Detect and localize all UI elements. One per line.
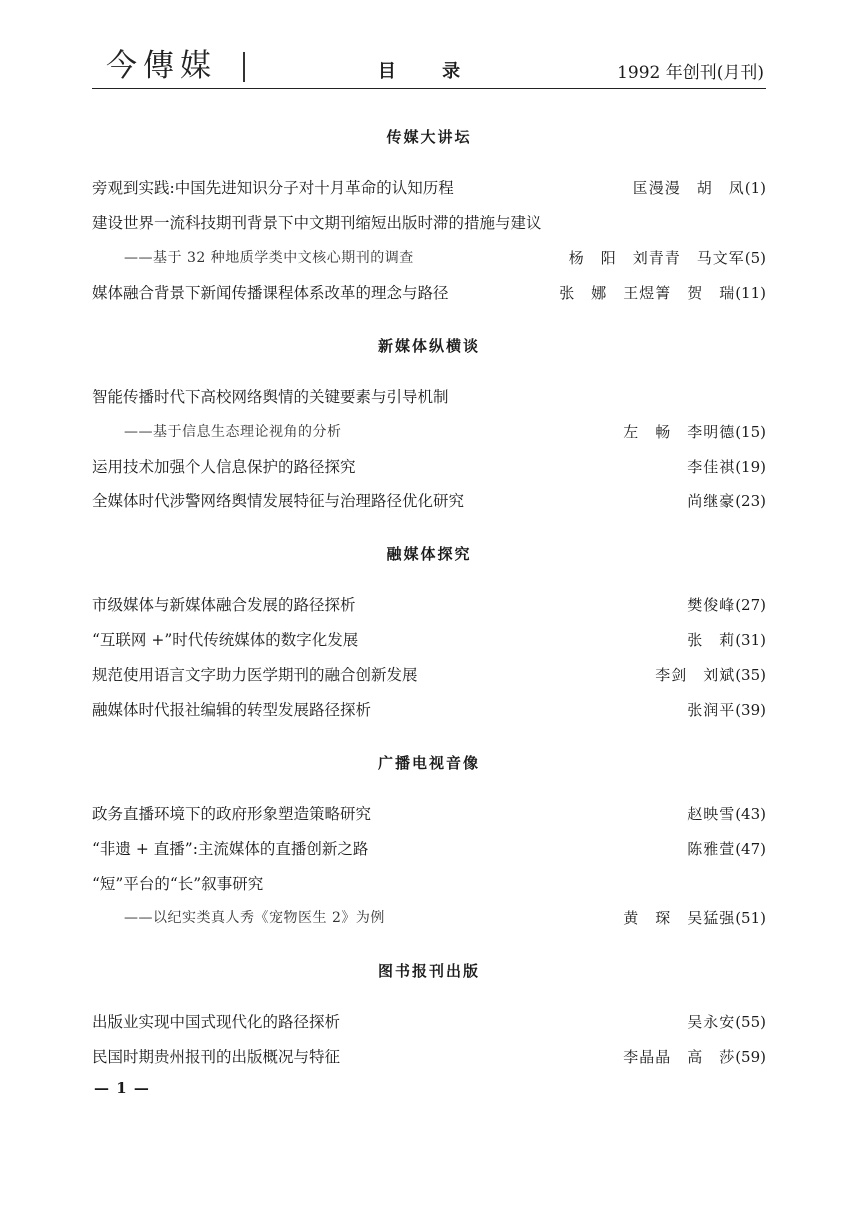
section-heading: 图书报刊出版	[377, 962, 480, 980]
page-header	[92, 46, 766, 89]
founding-info: 1992 年创刊(月刊)	[617, 63, 764, 83]
article-authors: 张 莉	[687, 631, 736, 649]
article-authors: 张润平	[687, 701, 736, 719]
section-heading: 新媒体纵横谈	[377, 337, 480, 355]
toc-entry[interactable]	[92, 212, 766, 234]
article-authors: 杨 阳 刘青青 马文军	[568, 249, 745, 267]
article-authors: 左 畅 李明德	[623, 423, 736, 441]
toc-entry[interactable]	[92, 629, 766, 651]
toc-entry[interactable]	[92, 490, 766, 512]
page-number: — 1 —	[94, 1079, 150, 1097]
article-title: 运用技术加强个人信息保护的路径探究	[92, 458, 356, 476]
article-title: 智能传播时代下高校网络舆情的关键要素与引导机制	[92, 388, 449, 406]
article-authors: 李晶晶 高 莎	[623, 1048, 736, 1066]
article-authors: 赵映雪	[687, 805, 736, 823]
page-title: 目 录	[377, 61, 481, 82]
article-title: 市级媒体与新媒体融合发展的路径探析	[92, 596, 356, 614]
article-authors: 李佳祺	[687, 458, 736, 476]
article-title: 规范使用语言文字助力医学期刊的融合创新发展	[92, 666, 418, 684]
article-title: 建设世界一流科技期刊背景下中文期刊缩短出版时滞的措施与建议	[92, 214, 542, 232]
toc-entry[interactable]	[92, 386, 766, 408]
toc-entry[interactable]	[92, 1011, 766, 1033]
article-title: 旁观到实践:中国先进知识分子对十月革命的认知历程	[92, 179, 454, 197]
toc-entry[interactable]	[92, 1046, 766, 1068]
toc-subtitle-entry[interactable]	[92, 907, 766, 929]
toc-entry[interactable]	[92, 873, 766, 895]
toc-entry[interactable]	[92, 456, 766, 478]
article-page: (51)	[735, 909, 766, 927]
article-page: (15)	[735, 423, 766, 441]
toc-entry[interactable]	[92, 838, 766, 860]
article-page: (43)	[735, 805, 766, 823]
article-authors: 陈雅萱	[687, 840, 736, 858]
article-page: (59)	[735, 1048, 766, 1066]
article-subtitle: ——基于信息生态理论视角的分析	[124, 424, 342, 440]
article-title: “互联网 +”时代传统媒体的数字化发展	[92, 631, 359, 649]
article-page: (5)	[744, 249, 766, 267]
article-title: “短”平台的“长”叙事研究	[92, 875, 264, 893]
article-authors: 张 娜 王煜箐 贺 瑞	[559, 284, 736, 302]
section-heading: 广播电视音像	[377, 754, 480, 772]
article-authors: 李剑 刘斌	[655, 666, 736, 684]
toc-entry[interactable]	[92, 664, 766, 686]
article-page: (47)	[735, 840, 766, 858]
article-page: (55)	[735, 1013, 766, 1031]
article-page: (31)	[735, 631, 766, 649]
article-title: “非遗 + 直播”:主流媒体的直播创新之路	[92, 840, 369, 858]
article-authors: 樊俊峰	[687, 596, 736, 614]
toc-subtitle-entry[interactable]	[92, 247, 766, 269]
section-heading: 融媒体探究	[386, 545, 472, 563]
toc-entry[interactable]	[92, 282, 766, 304]
article-page: (11)	[735, 284, 766, 302]
article-title: 全媒体时代涉警网络舆情发展特征与治理路径优化研究	[92, 492, 465, 510]
article-page: (1)	[744, 179, 766, 197]
toc-entry[interactable]	[92, 803, 766, 825]
article-title: 出版业实现中国式现代化的路径探析	[92, 1013, 341, 1031]
article-title: 媒体融合背景下新闻传播课程体系改革的理念与路径	[92, 284, 449, 302]
article-authors: 尚继豪	[687, 492, 736, 510]
article-authors: 吴永安	[687, 1013, 736, 1031]
article-subtitle: ——基于 32 种地质学类中文核心期刊的调查	[124, 250, 414, 266]
article-page: (39)	[735, 701, 766, 719]
article-page: (27)	[735, 596, 766, 614]
article-page: (19)	[735, 458, 766, 476]
article-page: (23)	[735, 492, 766, 510]
article-authors: 黄 琛 吴猛强	[623, 909, 736, 927]
article-authors: 匡漫漫 胡 凤	[632, 179, 745, 197]
article-title: 政务直播环境下的政府形象塑造策略研究	[92, 805, 372, 823]
article-title: 民国时期贵州报刊的出版概况与特征	[92, 1048, 341, 1066]
toc-entry[interactable]	[92, 594, 766, 616]
article-subtitle: ——以纪实类真人秀《宠物医生 2》为例	[124, 910, 385, 926]
section-heading: 传媒大讲坛	[386, 128, 472, 146]
article-title: 融媒体时代报社编辑的转型发展路径探析	[92, 701, 372, 719]
toc-subtitle-entry[interactable]	[92, 421, 766, 443]
journal-logo: 今傳媒	[106, 48, 217, 84]
toc-entry[interactable]	[92, 177, 766, 199]
article-page: (35)	[735, 666, 766, 684]
toc-entry[interactable]	[92, 699, 766, 721]
